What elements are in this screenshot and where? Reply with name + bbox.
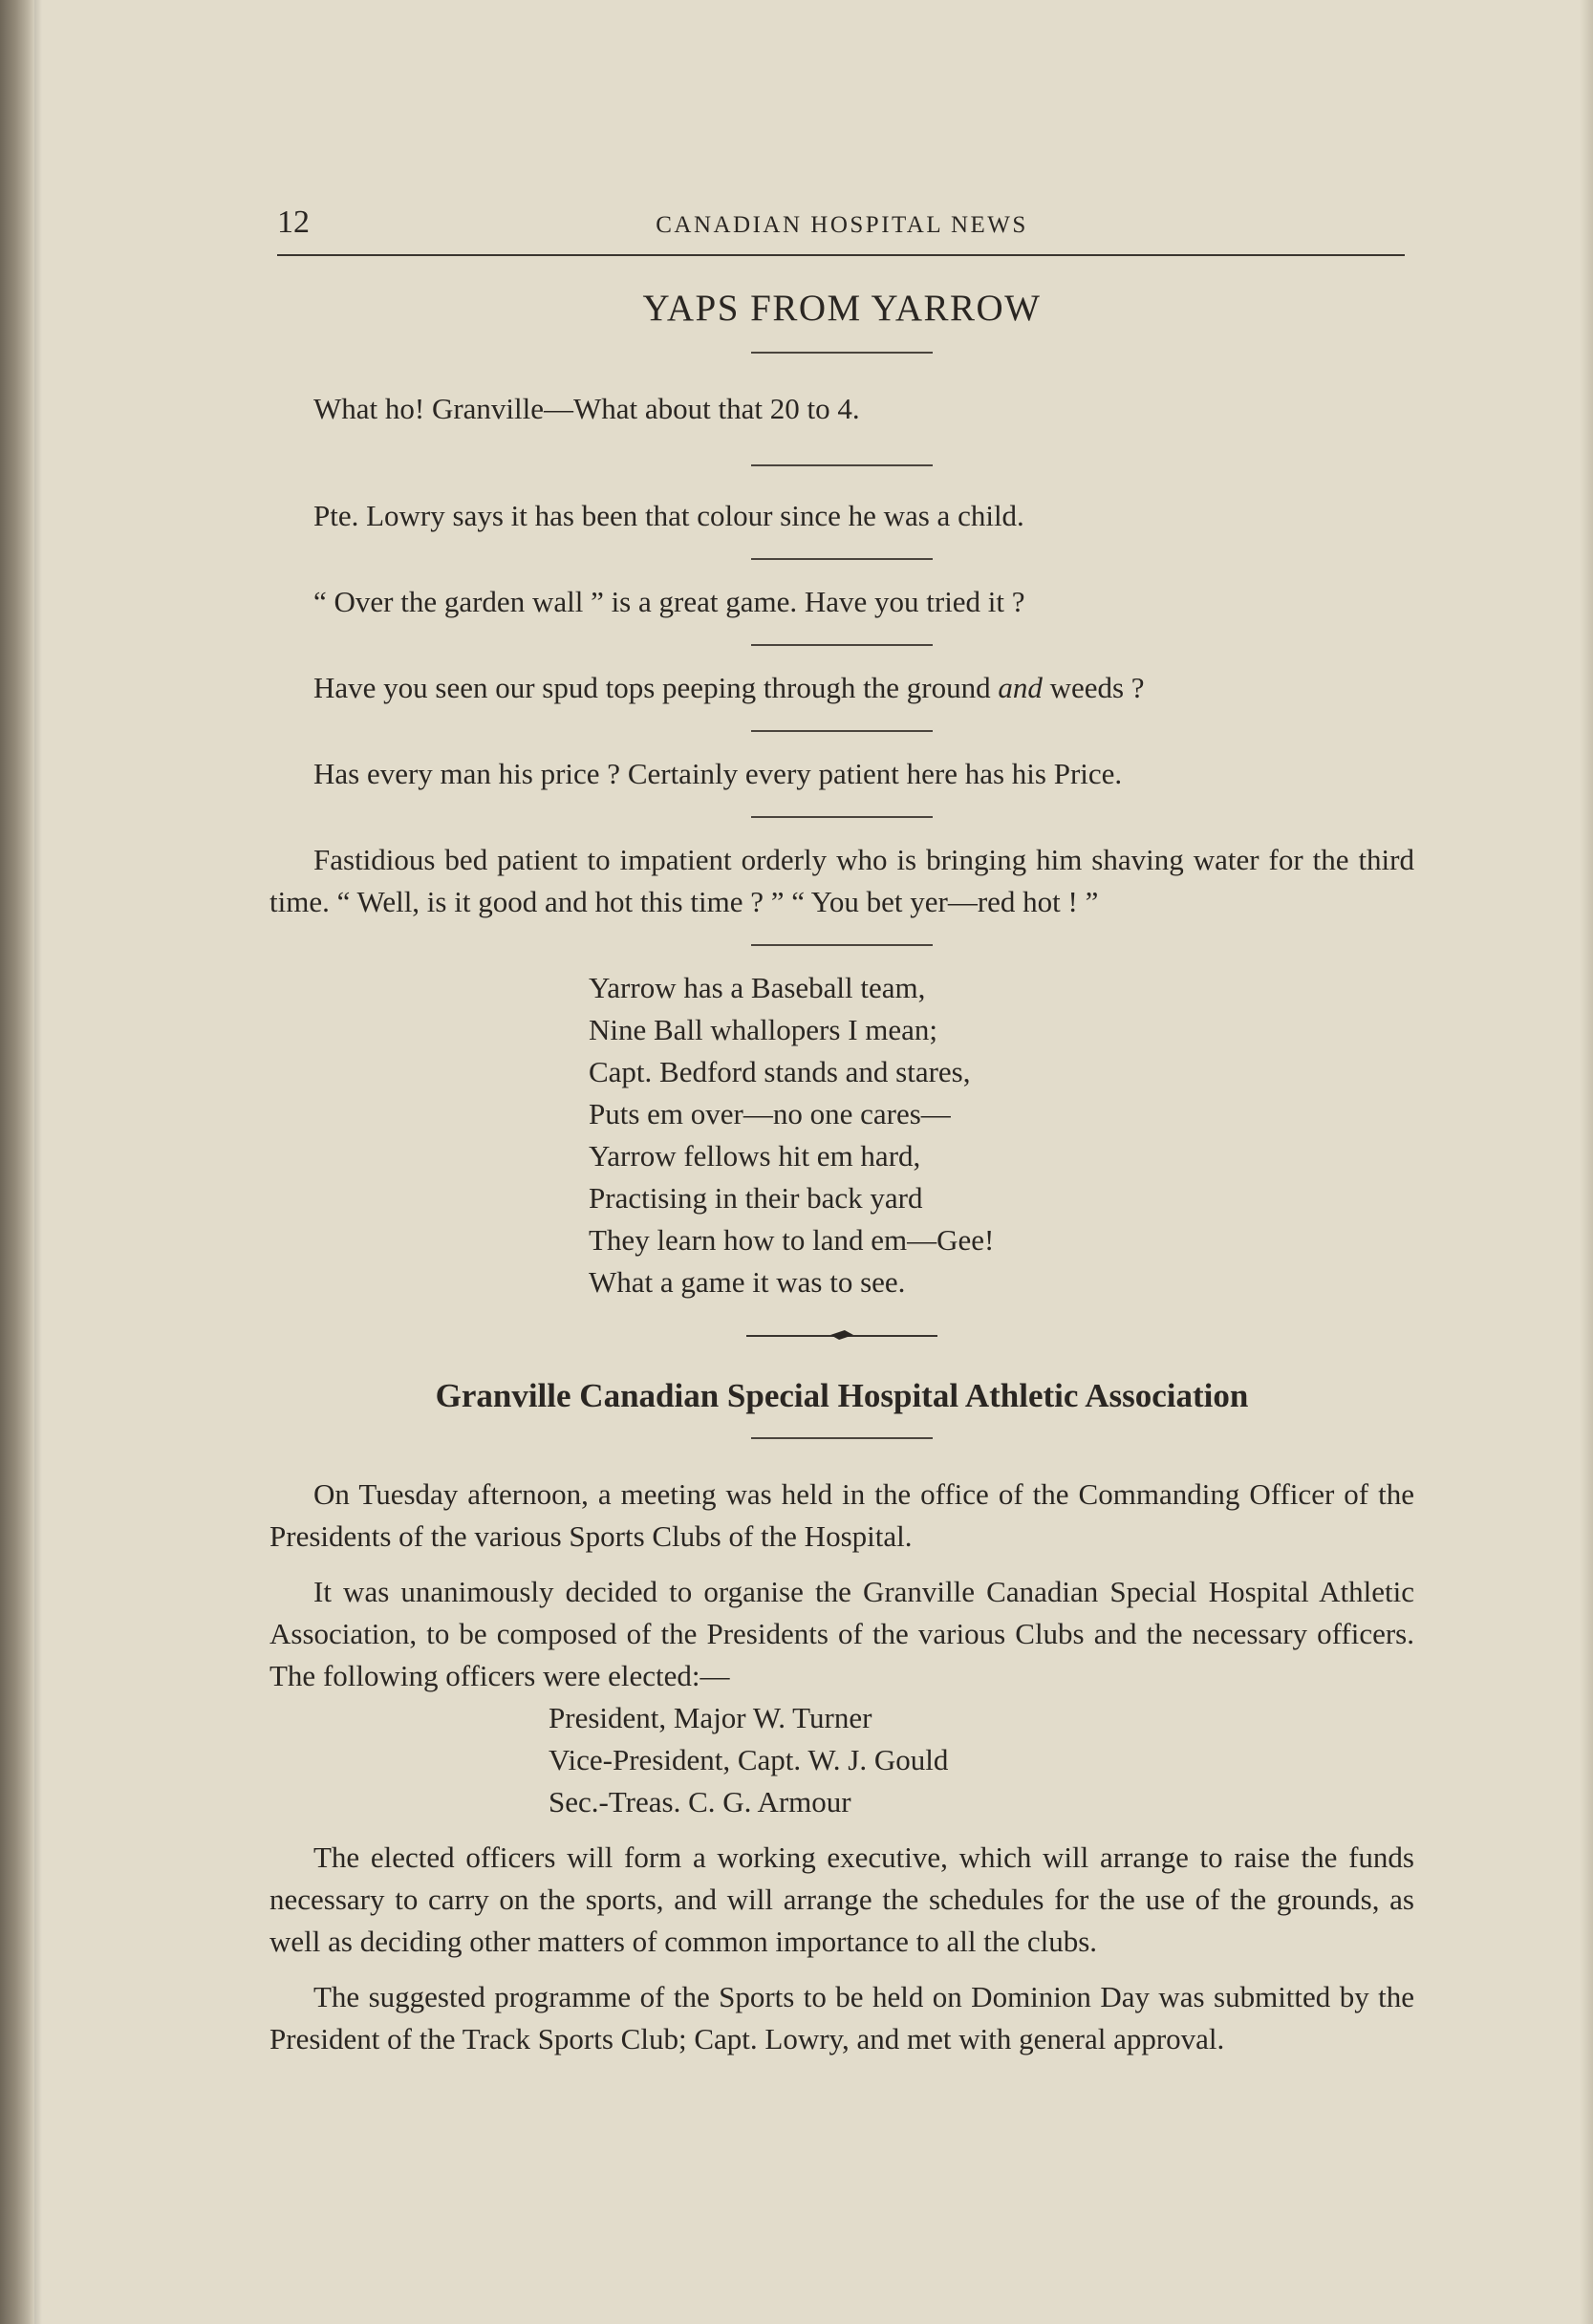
baseball-poem <box>589 967 1414 1303</box>
officer-entry: Sec.-Treas. C. G. Armour <box>549 1785 851 1818</box>
yaps-item: What ho! Granville—What about that 20 to 4. <box>313 392 860 425</box>
ornamental-divider <box>746 1332 937 1340</box>
publication-title: CANADIAN HOSPITAL NEWS <box>656 212 1028 238</box>
gutter-shadow <box>34 0 42 2324</box>
spud-text-end: weeds ? <box>1042 671 1145 704</box>
officer-entry: Vice-President, Capt. W. J. Gould <box>549 1743 949 1776</box>
poem-line: They learn how to land em—Gee! <box>589 1223 995 1257</box>
association-paragraph: The suggested programme of the Sports to be held on Dominion Day was submitted by the President of the Track Sports Club; Capt. Lowry, and met with general approval. <box>269 1980 1414 2055</box>
document-page <box>269 0 1414 2324</box>
yaps-item: “ Over the garden wall ” is a great game. Have you tried it ? <box>313 585 1025 618</box>
page-number: 12 <box>277 204 310 240</box>
page-content <box>269 279 1414 2060</box>
officer-entry: President, Major W. Turner <box>549 1701 872 1734</box>
poem-line: Nine Ball whallopers I mean; <box>589 1013 938 1046</box>
poem-line: Yarrow fellows hit em hard, <box>589 1139 921 1173</box>
poem-line: Yarrow has a Baseball team, <box>589 971 926 1004</box>
yaps-title: YAPS FROM YARROW <box>642 288 1042 329</box>
spud-text-start: Have you seen our spud tops peeping through the ground <box>313 671 999 704</box>
yaps-item: Fastidious bed patient to impatient orderly who is bringing him shaving water for the third time. “ Well, is it good and hot this time ? ” “ You bet yer—red hot ! ” <box>269 843 1414 918</box>
poem-line: Puts em over—no one cares— <box>589 1097 951 1130</box>
spud-text-emphasis: and <box>998 671 1043 704</box>
yaps-item-spud <box>269 667 1414 709</box>
diamond-ornament-icon <box>828 1330 856 1340</box>
yaps-item: Pte. Lowry says it has been that colour since he was a child. <box>313 499 1024 532</box>
poem-line: Practising in their back yard <box>589 1181 923 1215</box>
yaps-item: Has every man his price ? Certainly every patient here has his Price. <box>313 757 1123 790</box>
running-header <box>269 203 1414 250</box>
page-edge <box>1580 0 1593 2324</box>
poem-line: Capt. Bedford stands and stares, <box>589 1055 971 1088</box>
association-paragraph: The elected officers will form a working executive, which will arrange to raise the funds necessary to carry on the sports, and will arrange the schedules for the use of the grounds, as well as deciding other matters of common importance to all the clubs. <box>269 1840 1414 1958</box>
association-paragraph: It was unanimously decided to organise the Granville Canadian Special Hospital Athletic Association, to be composed of the Presidents of the various Clubs and the necessary officers. The following officers were elected:— <box>269 1575 1414 1692</box>
association-title: Granville Canadian Special Hospital Athletic Association <box>435 1377 1249 1414</box>
officers-list <box>549 1697 1414 1823</box>
header-rule <box>277 254 1405 256</box>
poem-line: What a game it was to see. <box>589 1265 906 1299</box>
association-paragraph: On Tuesday afternoon, a meeting was held in the office of the Commanding Officer of the Presidents of the various Sports Clubs of the Hospital. <box>269 1477 1414 1553</box>
book-spine-shadow <box>0 0 34 2324</box>
